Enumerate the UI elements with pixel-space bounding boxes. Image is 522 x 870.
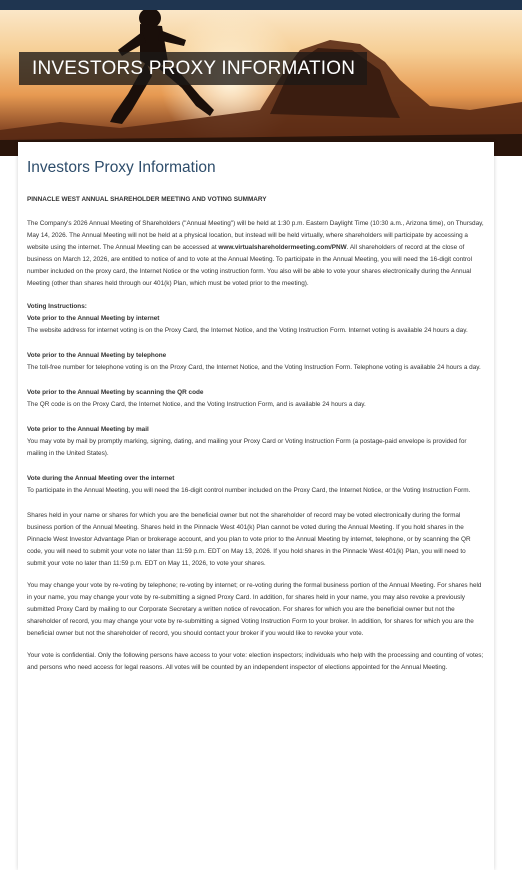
section-body-internet: The website address for internet voting is on the Proxy Card, the Internet Notice, and the Voting Instruction Form. Internet voting is available 24 hours a day. [27, 327, 468, 334]
meeting-url-text: www.virtualshareholdermeeting.com/PNW [218, 244, 347, 251]
paragraph-shares-held: Shares held in your name or shares for which you are the beneficial owner but not the shareholder of record may be voted electronically during the formal business portion of the Annual Meeting. Shares held in the Pinnacle West 401(k) Plan cannot be voted during the Annual Meeting. If you hold shares in the Pinnacle West Investor Advantage Plan or brokerage account, and you plan to vote prior to the Annual Meeting by internet, telephone, or by scanning the QR code, you will need to submit your vote no later than 11:59 p.m. EDT on May 13, 2026. If you hold shares in the Pinnacle West 401(k) Plan, you will need to submit your vote no later than 11:59 p.m. EDT on May 11, 2026, to vote your shares. [27, 512, 471, 567]
intro-paragraph [27, 218, 485, 290]
section-heading-internet: Vote prior to the Annual Meeting by internet [27, 315, 160, 322]
section-heading-mail: Vote prior to the Annual Meeting by mail [27, 426, 149, 433]
intro-text-start: The Company's 2026 Annual Meeting of Shareholders ("Annual Meeting") will be held at 1:30 p.m. Eastern Daylight Time (10:30 a.m., Arizona time), on Thursday, May 14, 2026. The Annual Meeting will not be held at a physical location, but instead will be held virtually, where shareholders will participate by accessing a website using the internet. The Annual Meeting can be accessed at [27, 220, 484, 251]
content-card [18, 142, 494, 870]
hero-banner [0, 10, 522, 156]
page-title: Investors Proxy Information [27, 159, 216, 176]
summary-heading: PINNACLE WEST ANNUAL SHAREHOLDER MEETING AND VOTING SUMMARY [27, 196, 267, 203]
section-heading-telephone: Vote prior to the Annual Meeting by telephone [27, 352, 167, 359]
section-body-telephone: The toll-free number for telephone voting is on the Proxy Card, the Internet Notice, and the Voting Instruction Form. Telephone voting is available 24 hours a day. [27, 364, 481, 371]
section-body-during-meeting: To participate in the Annual Meeting, you will need the 16-digit control number included on the Proxy Card, the Internet Notice, or the Voting Instruction Form. [27, 487, 471, 494]
hero-title: INVESTORS PROXY INFORMATION [19, 52, 367, 85]
section-body-qr-code: The QR code is on the Proxy Card, the Internet Notice, and the Voting Instruction Form, and is available 24 hours a day. [27, 401, 366, 408]
section-heading-during-meeting: Vote during the Annual Meeting over the internet [27, 475, 175, 482]
section-heading-qr-code: Vote prior to the Annual Meeting by scanning the QR code [27, 389, 204, 396]
top-navigation-bar [0, 0, 522, 10]
document-body [27, 194, 485, 674]
intro-text-end: . All shareholders of record at the close of business on March 12, 2026, are entitled to notice of and to vote at the Annual Meeting. To participate in the Annual Meeting, you will need the 16-digit control number included on the proxy card, the Internet Notice or the voting instruction form. You also will be able to vote your shares electronically during the Annual Meeting (other than shares held through our 401(k) Plan, which must be voted prior to the meeting). [27, 244, 473, 287]
paragraph-change-vote: You may change your vote by re-voting by telephone; re-voting by internet; or re-voting during the formal business portion of the Annual Meeting. For shares held in your name, you may change your vote by re-submitting a signed Proxy Card. In addition, for shares held in your name, you may also revoke a previously submitted Proxy Card by mailing to our Corporate Secretary a written notice of revocation. For shares for which you are the beneficial owner but not the shareholder of record, you may change your vote by re-submitting a signed Voting Instruction Form to your broker. In addition, for shares for which you are the beneficial owner but not the shareholder of record, you should contact your broker if you would like to revoke your vote. [27, 582, 482, 637]
voting-instructions-label: Voting Instructions: [27, 303, 87, 310]
section-body-mail: You may vote by mail by promptly marking, signing, dating, and mailing your Proxy Card or Voting Instruction Form (a postage-paid envelope is provided for mailing in the United States). [27, 438, 467, 457]
paragraph-confidential: Your vote is confidential. Only the following persons have access to your vote: election inspectors; individuals who help with the processing and counting of votes; and persons who need access for legal reasons. All votes will be counted by an independent inspector of elections appointed for the Annual Meeting. [27, 652, 484, 671]
